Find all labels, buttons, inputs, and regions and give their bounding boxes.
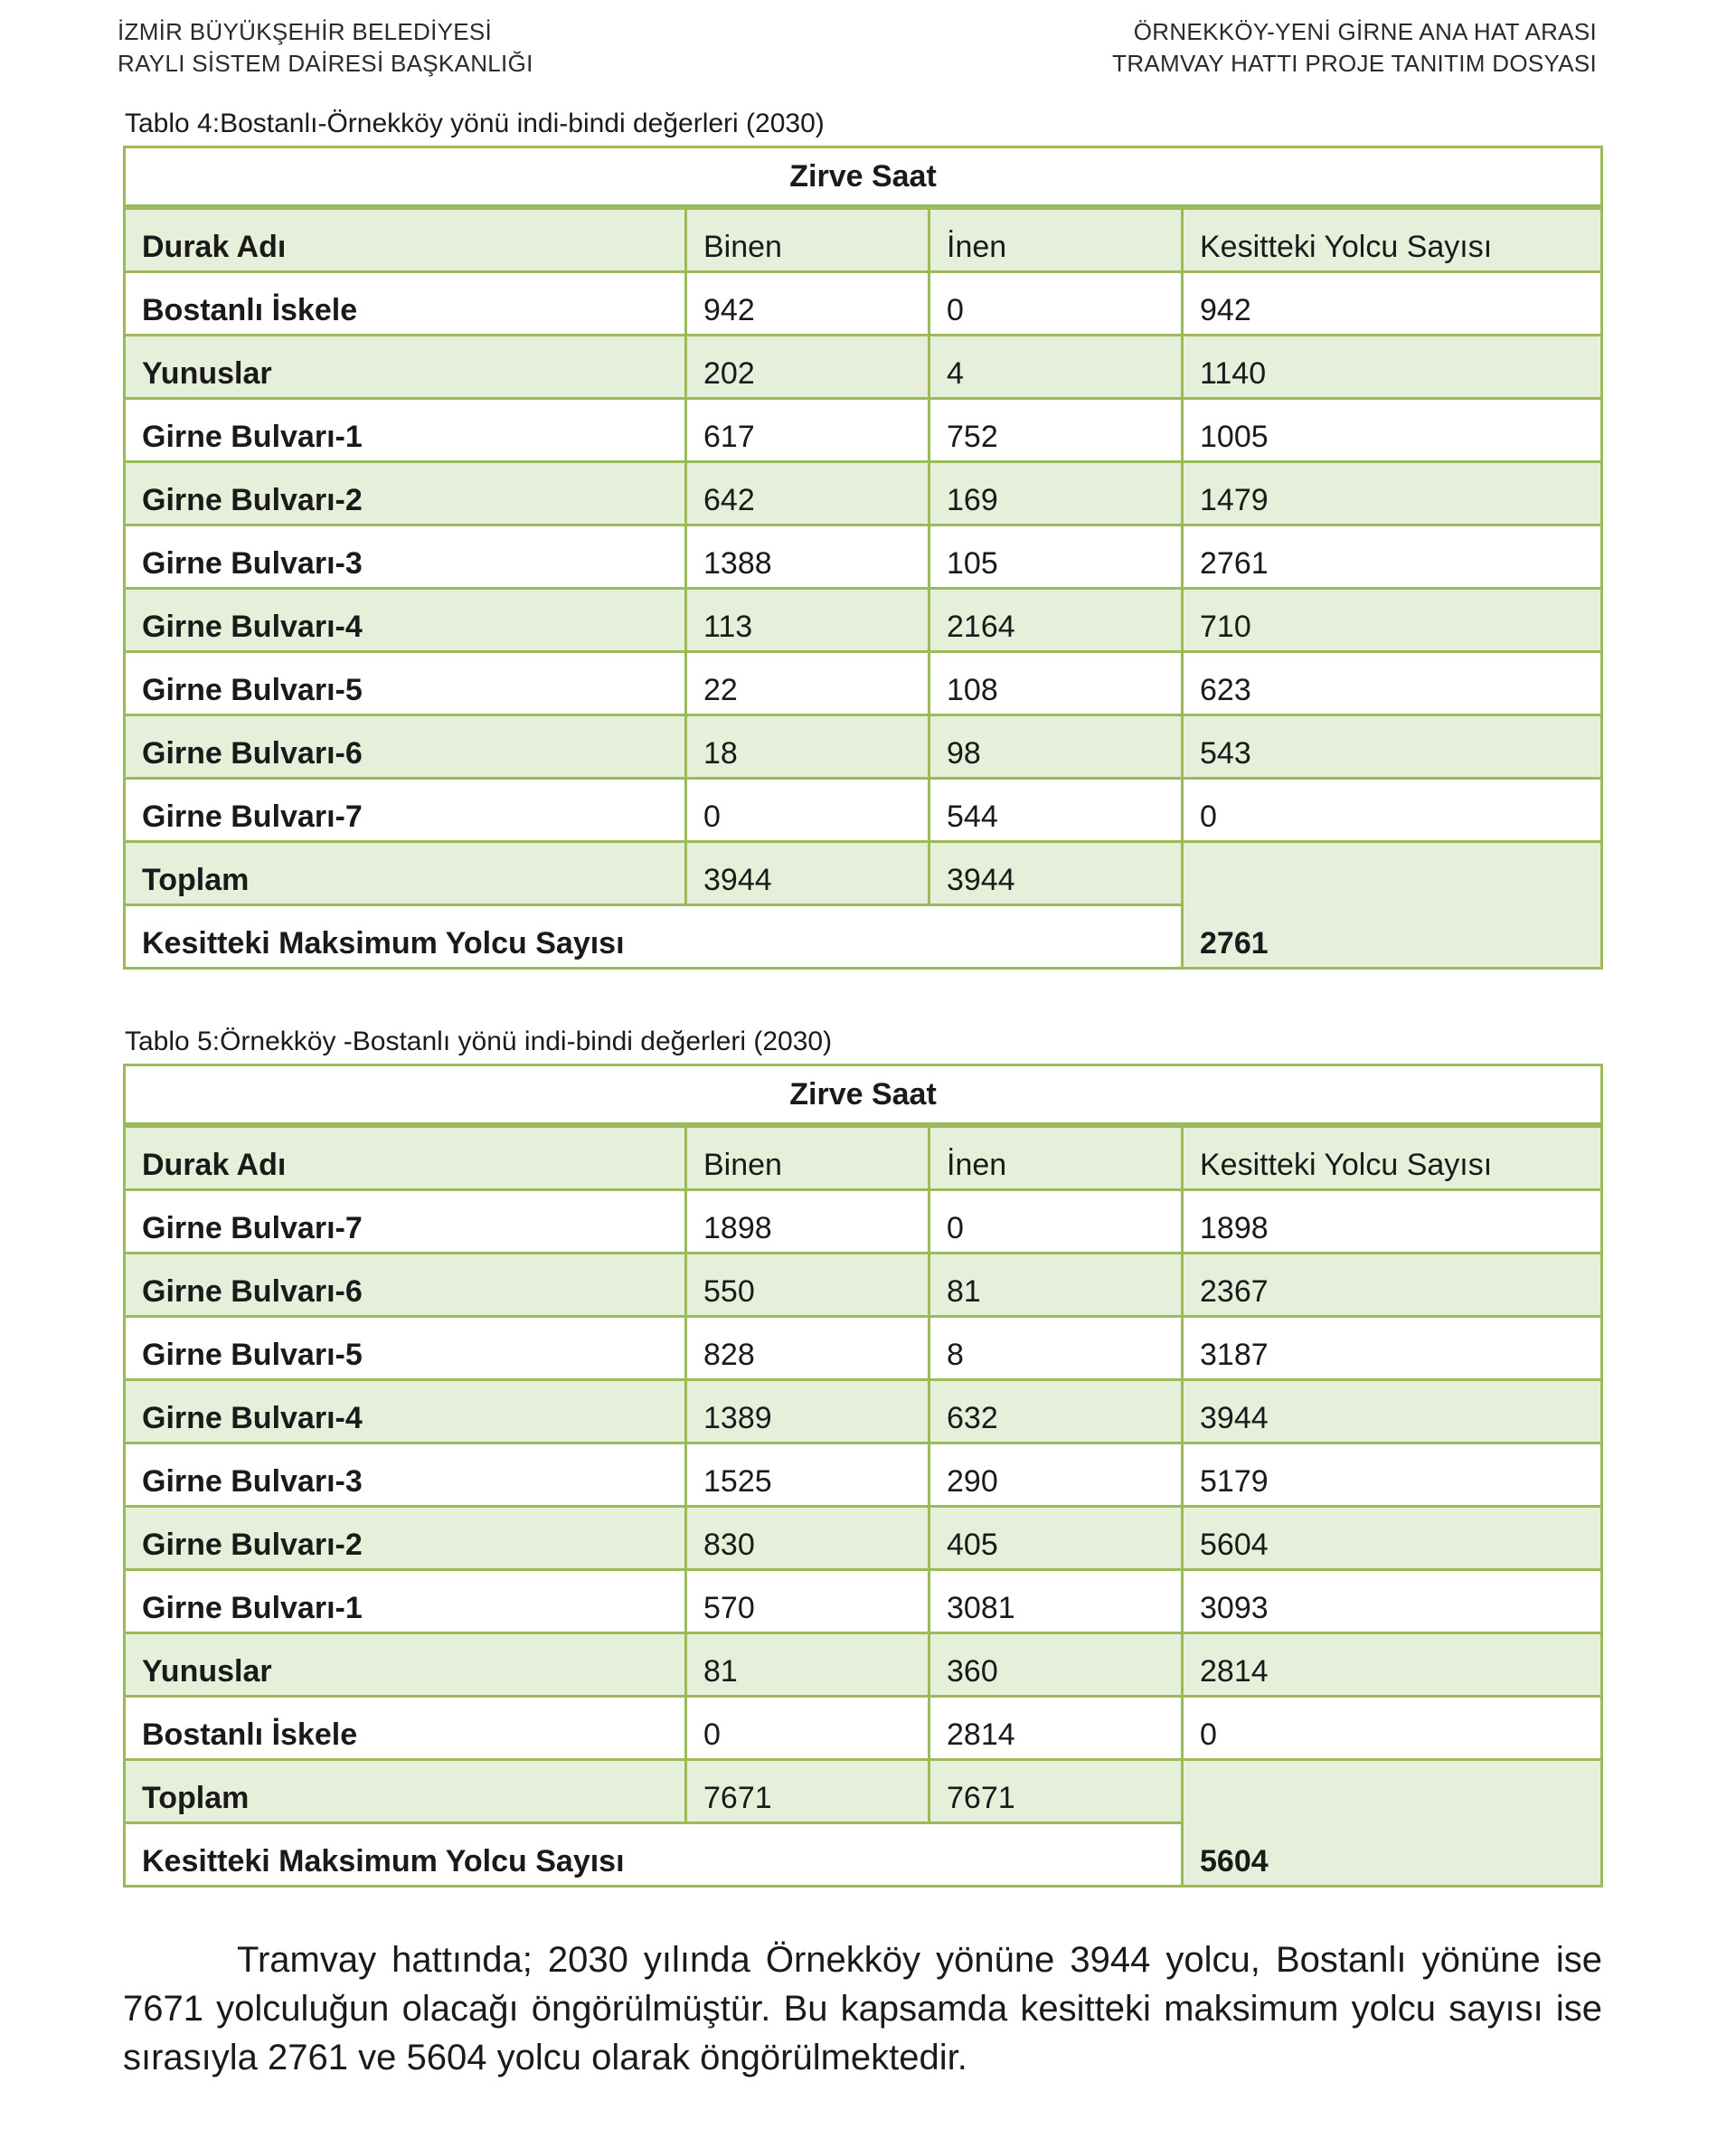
stop-name-cell: Girne Bulvarı-7 [125, 779, 686, 842]
stop-name-cell: Girne Bulvarı-5 [125, 1317, 686, 1380]
max-label: Kesitteki Maksimum Yolcu Sayısı [125, 1823, 1183, 1887]
header-left-line2: RAYLI SİSTEM DAİRESİ BAŞKANLIĞI [118, 50, 533, 77]
column-header: Kesitteki Yolcu Sayısı [1183, 1125, 1602, 1190]
value-cell: 1525 [686, 1443, 929, 1507]
column-header: Durak Adı [125, 207, 686, 272]
table-row [125, 399, 1602, 462]
value-cell: 570 [686, 1570, 929, 1633]
table5-caption: Tablo 5:Örnekköy -Bostanlı yönü indi-bindi değerleri (2030) [125, 1027, 833, 1056]
table-row [125, 589, 1602, 652]
stop-name-cell: Girne Bulvarı-1 [125, 1570, 686, 1633]
table-row [125, 715, 1602, 779]
value-cell: 830 [686, 1507, 929, 1570]
value-cell: 2164 [929, 589, 1183, 652]
table-header-row [125, 207, 1602, 272]
value-cell: 752 [929, 399, 1183, 462]
value-cell: 202 [686, 336, 929, 399]
header-right-line2: TRAMVAY HATTI PROJE TANITIM DOSYASI [1112, 50, 1597, 77]
max-label: Kesitteki Maksimum Yolcu Sayısı [125, 905, 1183, 969]
table-row [125, 779, 1602, 842]
value-cell: 0 [1183, 1697, 1602, 1760]
stop-name-cell: Girne Bulvarı-3 [125, 525, 686, 589]
table-row [125, 1570, 1602, 1633]
max-value-cell [1183, 1760, 1602, 1887]
total-label: Toplam [125, 842, 686, 905]
table-row [125, 1507, 1602, 1570]
table5 [123, 1064, 1603, 1888]
table-row [125, 272, 1602, 336]
column-header: İnen [929, 207, 1183, 272]
table-row [125, 1443, 1602, 1507]
value-cell: 18 [686, 715, 929, 779]
value-cell: 0 [686, 779, 929, 842]
value-cell: 105 [929, 525, 1183, 589]
stop-name-cell: Girne Bulvarı-5 [125, 652, 686, 715]
stop-name-cell: Bostanlı İskele [125, 1697, 686, 1760]
stop-name-cell: Girne Bulvarı-6 [125, 715, 686, 779]
header-left-line1: İZMİR BÜYÜKŞEHİR BELEDİYESİ [118, 18, 493, 45]
value-cell: 828 [686, 1317, 929, 1380]
total-label: Toplam [125, 1760, 686, 1823]
column-header: Durak Adı [125, 1125, 686, 1190]
value-cell: 1388 [686, 525, 929, 589]
table-row [125, 1697, 1602, 1760]
value-cell: 8 [929, 1317, 1183, 1380]
table-row [125, 462, 1602, 525]
stop-name-cell: Girne Bulvarı-6 [125, 1254, 686, 1317]
value-cell: 2814 [929, 1697, 1183, 1760]
total-binen: 3944 [686, 842, 929, 905]
table-row [125, 1190, 1602, 1254]
total-row [125, 842, 1602, 905]
table4 [123, 146, 1603, 970]
stop-name-cell: Bostanlı İskele [125, 272, 686, 336]
value-cell: 942 [686, 272, 929, 336]
value-cell: 0 [929, 272, 1183, 336]
column-header: Kesitteki Yolcu Sayısı [1183, 207, 1602, 272]
max-value: 5604 [1200, 1844, 1269, 1878]
value-cell: 710 [1183, 589, 1602, 652]
value-cell: 1140 [1183, 336, 1602, 399]
stop-name-cell: Girne Bulvarı-4 [125, 1380, 686, 1443]
value-cell: 3944 [1183, 1380, 1602, 1443]
stop-name-cell: Girne Bulvarı-2 [125, 1507, 686, 1570]
column-header: İnen [929, 1125, 1183, 1190]
stop-name-cell: Girne Bulvarı-3 [125, 1443, 686, 1507]
total-binen: 7671 [686, 1760, 929, 1823]
stop-name-cell: Girne Bulvarı-7 [125, 1190, 686, 1254]
value-cell: 3081 [929, 1570, 1183, 1633]
table-row [125, 1254, 1602, 1317]
total-inen: 7671 [929, 1760, 1183, 1823]
value-cell: 81 [686, 1633, 929, 1697]
value-cell: 642 [686, 462, 929, 525]
header-left [118, 16, 533, 80]
column-header: Binen [686, 207, 929, 272]
value-cell: 1479 [1183, 462, 1602, 525]
stop-name-cell: Girne Bulvarı-2 [125, 462, 686, 525]
table-title: Zirve Saat [125, 1065, 1602, 1126]
table-row [125, 652, 1602, 715]
value-cell: 543 [1183, 715, 1602, 779]
column-header: Binen [686, 1125, 929, 1190]
total-row [125, 1760, 1602, 1823]
header-right-line1: ÖRNEKKÖY-YENİ GİRNE ANA HAT ARASI [1133, 18, 1597, 45]
value-cell: 22 [686, 652, 929, 715]
value-cell: 108 [929, 652, 1183, 715]
stop-name-cell: Yunuslar [125, 336, 686, 399]
value-cell: 2761 [1183, 525, 1602, 589]
table-row [125, 336, 1602, 399]
stop-name-cell: Girne Bulvarı-1 [125, 399, 686, 462]
value-cell: 632 [929, 1380, 1183, 1443]
stop-name-cell: Girne Bulvarı-4 [125, 589, 686, 652]
value-cell: 2367 [1183, 1254, 1602, 1317]
table-row [125, 1380, 1602, 1443]
value-cell: 1898 [686, 1190, 929, 1254]
table-row [125, 1633, 1602, 1697]
value-cell: 544 [929, 779, 1183, 842]
table-row [125, 1317, 1602, 1380]
value-cell: 113 [686, 589, 929, 652]
value-cell: 360 [929, 1633, 1183, 1697]
value-cell: 617 [686, 399, 929, 462]
value-cell: 1389 [686, 1380, 929, 1443]
value-cell: 81 [929, 1254, 1183, 1317]
value-cell: 5179 [1183, 1443, 1602, 1507]
value-cell: 405 [929, 1507, 1183, 1570]
total-inen: 3944 [929, 842, 1183, 905]
value-cell: 0 [1183, 779, 1602, 842]
value-cell: 4 [929, 336, 1183, 399]
value-cell: 290 [929, 1443, 1183, 1507]
value-cell: 0 [929, 1190, 1183, 1254]
value-cell: 5604 [1183, 1507, 1602, 1570]
stop-name-cell: Yunuslar [125, 1633, 686, 1697]
summary-paragraph: Tramvay hattında; 2030 yılında Örnekköy yönüne 3944 yolcu, Bostanlı yönüne ise 7671 yolculuğun olacağı öngörülmüştür. Bu kapsamda kesitteki maksimum yolcu sayısı ise sırasıyla 2761 ve 5604 yolcu olarak öngörülmektedir. [123, 1940, 1602, 2077]
table-header-row [125, 1125, 1602, 1190]
header-right [1112, 16, 1597, 80]
value-cell: 98 [929, 715, 1183, 779]
value-cell: 942 [1183, 272, 1602, 336]
table4-caption: Tablo 4:Bostanlı-Örnekköy yönü indi-bindi değerleri (2030) [125, 109, 825, 138]
value-cell: 623 [1183, 652, 1602, 715]
value-cell: 0 [686, 1697, 929, 1760]
value-cell: 550 [686, 1254, 929, 1317]
value-cell: 1898 [1183, 1190, 1602, 1254]
table-title: Zirve Saat [125, 147, 1602, 208]
max-value-cell [1183, 842, 1602, 969]
table-row [125, 525, 1602, 589]
value-cell: 1005 [1183, 399, 1602, 462]
value-cell: 3093 [1183, 1570, 1602, 1633]
value-cell: 3187 [1183, 1317, 1602, 1380]
value-cell: 169 [929, 462, 1183, 525]
max-value: 2761 [1200, 926, 1269, 960]
value-cell: 2814 [1183, 1633, 1602, 1697]
